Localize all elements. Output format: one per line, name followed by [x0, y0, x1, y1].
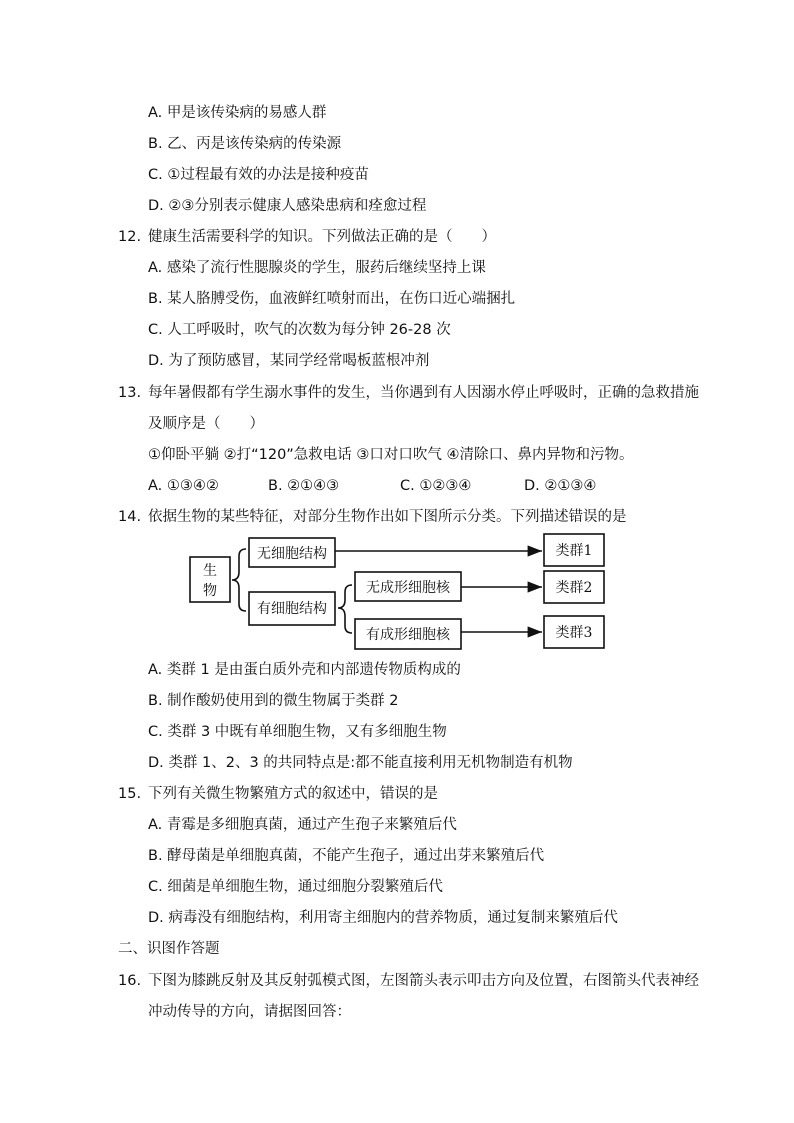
- q14-option-b: B. 制作酸奶使用到的微生物属于类群 2: [148, 693, 399, 709]
- root-label-1: 生: [203, 563, 217, 579]
- q11-option-d: D. ②③分别表示健康人感染患病和痊愈过程: [148, 198, 427, 214]
- q13-option-b: B. ②①④③: [268, 478, 340, 494]
- q11-option-a: A. 甲是该传染病的易感人群: [148, 105, 327, 121]
- q16-number: 16.: [118, 973, 142, 989]
- q13-option-d: D. ②①③④: [524, 478, 597, 494]
- q14-number: 14.: [118, 509, 142, 525]
- q15-option-d: D. 病毒没有细胞结构，利用寄主细胞内的营养物质，通过复制来繁殖后代: [148, 910, 618, 926]
- q12-stem: 健康生活需要科学的知识。下列做法正确的是（ ）: [148, 229, 496, 245]
- no-cell-label: 无细胞结构: [257, 546, 327, 562]
- no-nucleus-label: 无成形细胞核: [366, 580, 450, 596]
- q13-number: 13.: [118, 385, 142, 401]
- q13-steps: ①仰卧平躺 ②打“120”急救电话 ③口对口吹气 ④清除口、鼻内异物和污物。: [148, 447, 634, 463]
- q16-stem-line1: 下图为膝跳反射及其反射弧模式图，左图箭头表示叩击方向及位置，右图箭头代表神经: [148, 973, 699, 989]
- root-brace: [232, 549, 246, 611]
- q13-option-a: A. ①③④②: [148, 478, 219, 494]
- q15-number: 15.: [118, 786, 142, 802]
- group3-label: 类群3: [555, 625, 593, 641]
- q14-option-c: C. 类群 3 中既有单细胞生物，又有多细胞生物: [148, 724, 447, 740]
- q14-option-a: A. 类群 1 是由蛋白质外壳和内部遗传物质构成的: [148, 662, 461, 678]
- q15-option-c: C. 细菌是单细胞生物，通过细胞分裂繁殖后代: [148, 879, 443, 895]
- root-label-2: 物: [203, 583, 217, 599]
- section-title: 二、识图作答题: [118, 941, 220, 957]
- q14-stem: 依据生物的某些特征，对部分生物作出如下图所示分类。下列描述错误的是: [148, 509, 627, 525]
- q14-option-d: D. 类群 1、2、3 的共同特点是:都不能直接利用无机物制造有机物: [148, 755, 573, 771]
- q12-number: 12.: [118, 229, 142, 245]
- q12-option-b: B. 某人胳膊受伤，血液鲜红喷射而出，在伤口近心端捆扎: [148, 291, 516, 307]
- q15-stem: 下列有关微生物繁殖方式的叙述中，错误的是: [148, 786, 438, 802]
- group2-label: 类群2: [555, 580, 593, 596]
- q13-stem-line1: 每年暑假都有学生溺水事件的发生，当你遇到有人因溺水停止呼吸时，正确的急救措施: [148, 385, 699, 401]
- q13-stem-line2: 及顺序是（ ）: [148, 416, 264, 432]
- q13-option-c: C. ①②③④: [400, 478, 472, 494]
- group1-label: 类群1: [555, 543, 593, 559]
- q15-option-b: B. 酵母菌是单细胞真菌，不能产生孢子，通过出芽来繁殖后代: [148, 848, 545, 864]
- cell-brace: [338, 585, 352, 633]
- has-nucleus-label: 有成形细胞核: [366, 627, 450, 643]
- has-cell-label: 有细胞结构: [257, 601, 327, 617]
- q11-option-c: C. ①过程最有效的办法是接种疫苗: [148, 167, 369, 183]
- q15-option-a: A. 青霉是多细胞真菌，通过产生孢子来繁殖后代: [148, 817, 457, 833]
- q12-option-a: A. 感染了流行性腮腺炎的学生，服药后继续坚持上课: [148, 260, 486, 276]
- q16-stem-line2: 冲动传导的方向，请据图回答：: [148, 1004, 351, 1020]
- q11-option-b: B. 乙、丙是该传染病的传染源: [148, 136, 342, 152]
- q12-option-c: C. 人工呼吸时，吹气的次数为每分钟 26-28 次: [148, 322, 451, 338]
- q12-option-d: D. 为了预防感冒，某同学经常喝板蓝根冲剂: [148, 353, 430, 369]
